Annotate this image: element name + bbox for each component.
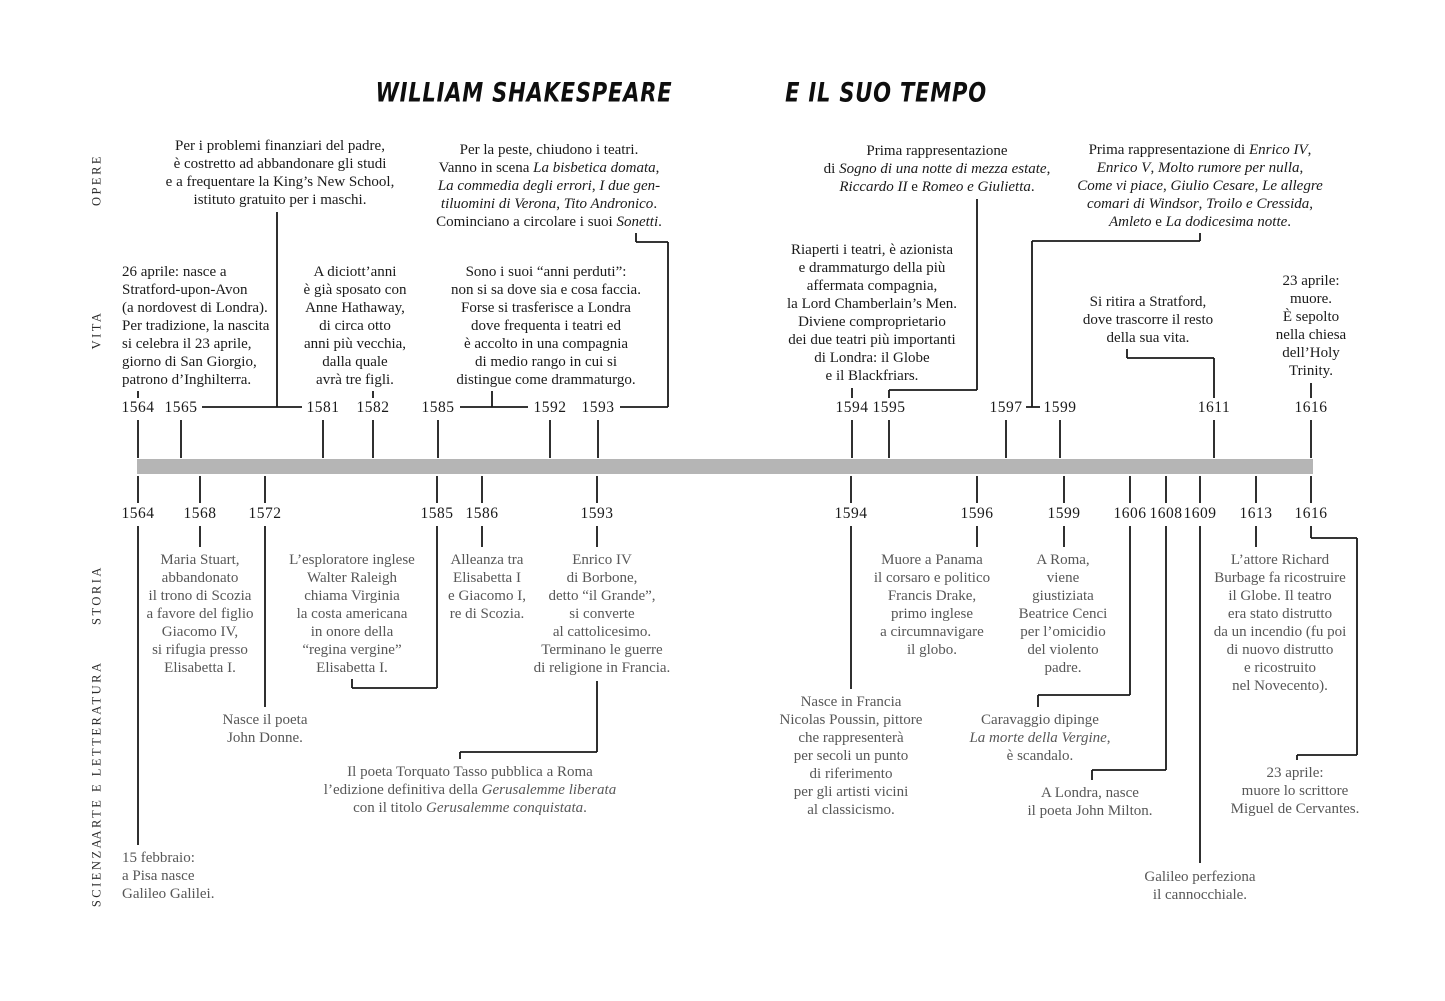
year-below-1608: 1608 — [1149, 505, 1183, 522]
event-scienza1: 15 febbraio: a Pisa nasce Galileo Galilei. — [122, 850, 215, 902]
year-above-1595: 1595 — [872, 399, 906, 416]
year-below-1596: 1596 — [960, 505, 994, 522]
timeline-bar — [137, 459, 1313, 474]
row-label-opere: OPERE — [89, 153, 104, 207]
event-scienza2: Galileo perfeziona il cannocchiale. — [1144, 869, 1256, 903]
year-above-1582: 1582 — [356, 399, 390, 416]
event-vita4: Riaperti i teatri, è azionista e drammaturgo della più affermata compagnia, la Lord Chamberlain’s Men. Diviene comproprietario dei due teatri più importanti di Londra: il Globe e il Blackfriars. — [787, 242, 957, 384]
year-below-1568: 1568 — [183, 505, 217, 522]
year-below-1586: 1586 — [465, 505, 499, 522]
year-below-1609: 1609 — [1183, 505, 1217, 522]
year-above-1597: 1597 — [989, 399, 1023, 416]
event-opere2: Per la peste, chiudono i teatri. Vanno in scena La bisbetica domata, La commedia degli errori, I due gen- tiluomini di Verona, Tito Andronico. Cominciano a circolare i suoi Sonetti. — [436, 142, 662, 230]
event-arte5: A Londra, nasce il poeta John Milton. — [1027, 785, 1153, 819]
event-opere3: Prima rappresentazione di Sogno di una notte di mezza estate, Riccardo II e Romeo e Giulietta. — [823, 143, 1051, 195]
year-above-1565: 1565 — [164, 399, 198, 416]
event-vita1: 26 aprile: nasce a Stratford-upon-Avon (a nordovest di Londra). Per tradizione, la nascita si celebra il 23 aprile, giorno di San Giorgio, patrono d’Inghilterra. — [122, 264, 270, 388]
event-storia2: L’esploratore inglese Walter Raleigh chiama Virginia la costa americana in onore della “regina vergine” Elisabetta I. — [289, 552, 415, 676]
row-label-storia: STORIA — [89, 565, 104, 625]
event-vita5: Si ritira a Stratford, dove trascorre il resto della sua vita. — [1082, 294, 1214, 346]
year-above-1564: 1564 — [121, 399, 155, 416]
year-above-1581: 1581 — [306, 399, 340, 416]
event-storia1: Maria Stuart, abbandonato il trono di Scozia a favore del figlio Giacomo IV, si rifugia presso Elisabetta I. — [146, 552, 254, 676]
event-arte6: 23 aprile: muore lo scrittore Miguel de Cervantes. — [1230, 765, 1360, 817]
event-arte4: Caravaggio dipinge La morte della Vergine, è scandalo. — [969, 712, 1111, 764]
year-above-1611: 1611 — [1197, 399, 1231, 416]
event-arte1: Nasce il poeta John Donne. — [222, 712, 308, 746]
event-storia3: Alleanza tra Elisabetta I e Giacomo I, re di Scozia. — [448, 552, 526, 622]
event-vita3: Sono i suoi “anni perduti”: non si sa dove sia e cosa faccia. Forse si trasferisce a Londra dove frequenta i teatri ed è accolto in una compagnia di medio rango in cui si distingue come drammaturgo. — [451, 264, 641, 388]
year-above-1592: 1592 — [533, 399, 567, 416]
event-opere1: Per i problemi finanziari del padre, è costretto ad abbandonare gli studi e a frequentare la King’s New School, istituto gratuito per i maschi. — [165, 138, 395, 208]
year-above-1594: 1594 — [835, 399, 869, 416]
event-arte2: Il poeta Torquato Tasso pubblica a Roma l’edizione definitiva della Gerusalemme liberata con il titolo Gerusalemme conquistata. — [323, 764, 617, 816]
year-below-1564: 1564 — [121, 505, 155, 522]
event-opere4: Prima rappresentazione di Enrico IV, Enrico V, Molto rumore per nulla, Come vi piace, Giulio Cesare, Le allegre comari di Windsor, Troilo e Cressida, Amleto e La dodicesima notte. — [1077, 142, 1323, 230]
year-above-1593: 1593 — [581, 399, 615, 416]
event-arte3: Nasce in Francia Nicolas Poussin, pittore che rappresenterà per secoli un punto di riferimento per gli artisti vicini al classicismo. — [779, 694, 923, 818]
year-above-1616: 1616 — [1294, 399, 1328, 416]
event-storia6: A Roma, viene giustiziata Beatrice Cenci per l’omicidio del violento padre. — [1018, 552, 1108, 676]
event-vita6: 23 aprile: muore. È sepolto nella chiesa dell’Holy Trinity. — [1275, 273, 1347, 379]
event-storia7: L’attore Richard Burbage fa ricostruire il Globe. Il teatro era stato distrutto da un incendio (fu poi di nuovo distrutto e ricostruito nel Novecento). — [1213, 552, 1347, 694]
year-below-1594: 1594 — [834, 505, 868, 522]
year-above-1585: 1585 — [421, 399, 455, 416]
row-label-arte-e-letteratura: ARTE E LETTERATURA — [89, 660, 104, 840]
event-storia5: Muore a Panama il corsaro e politico Francis Drake, primo inglese a circumnavigare il globo. — [873, 552, 991, 658]
year-below-1606: 1606 — [1113, 505, 1147, 522]
row-label-scienza: SCIENZA — [89, 836, 104, 908]
year-below-1599: 1599 — [1047, 505, 1081, 522]
year-below-1585: 1585 — [420, 505, 454, 522]
page-title-suo-tempo: E IL SUO TEMPO — [785, 77, 987, 109]
event-vita2: A diciott’anni è già sposato con Anne Hathaway, di circa otto anni più vecchia, dalla quale avrà tre figli. — [303, 264, 407, 388]
year-below-1616: 1616 — [1294, 505, 1328, 522]
event-storia4: Enrico IV di Borbone, detto “il Grande”, si converte al cattolicesimo. Terminano le guerre di religione in Francia. — [533, 552, 671, 676]
year-below-1593: 1593 — [580, 505, 614, 522]
year-below-1572: 1572 — [248, 505, 282, 522]
year-below-1613: 1613 — [1239, 505, 1273, 522]
year-above-1599: 1599 — [1043, 399, 1077, 416]
page-title-shakespeare: WILLIAM SHAKESPEARE — [375, 77, 673, 109]
row-label-vita: VITA — [89, 310, 104, 350]
